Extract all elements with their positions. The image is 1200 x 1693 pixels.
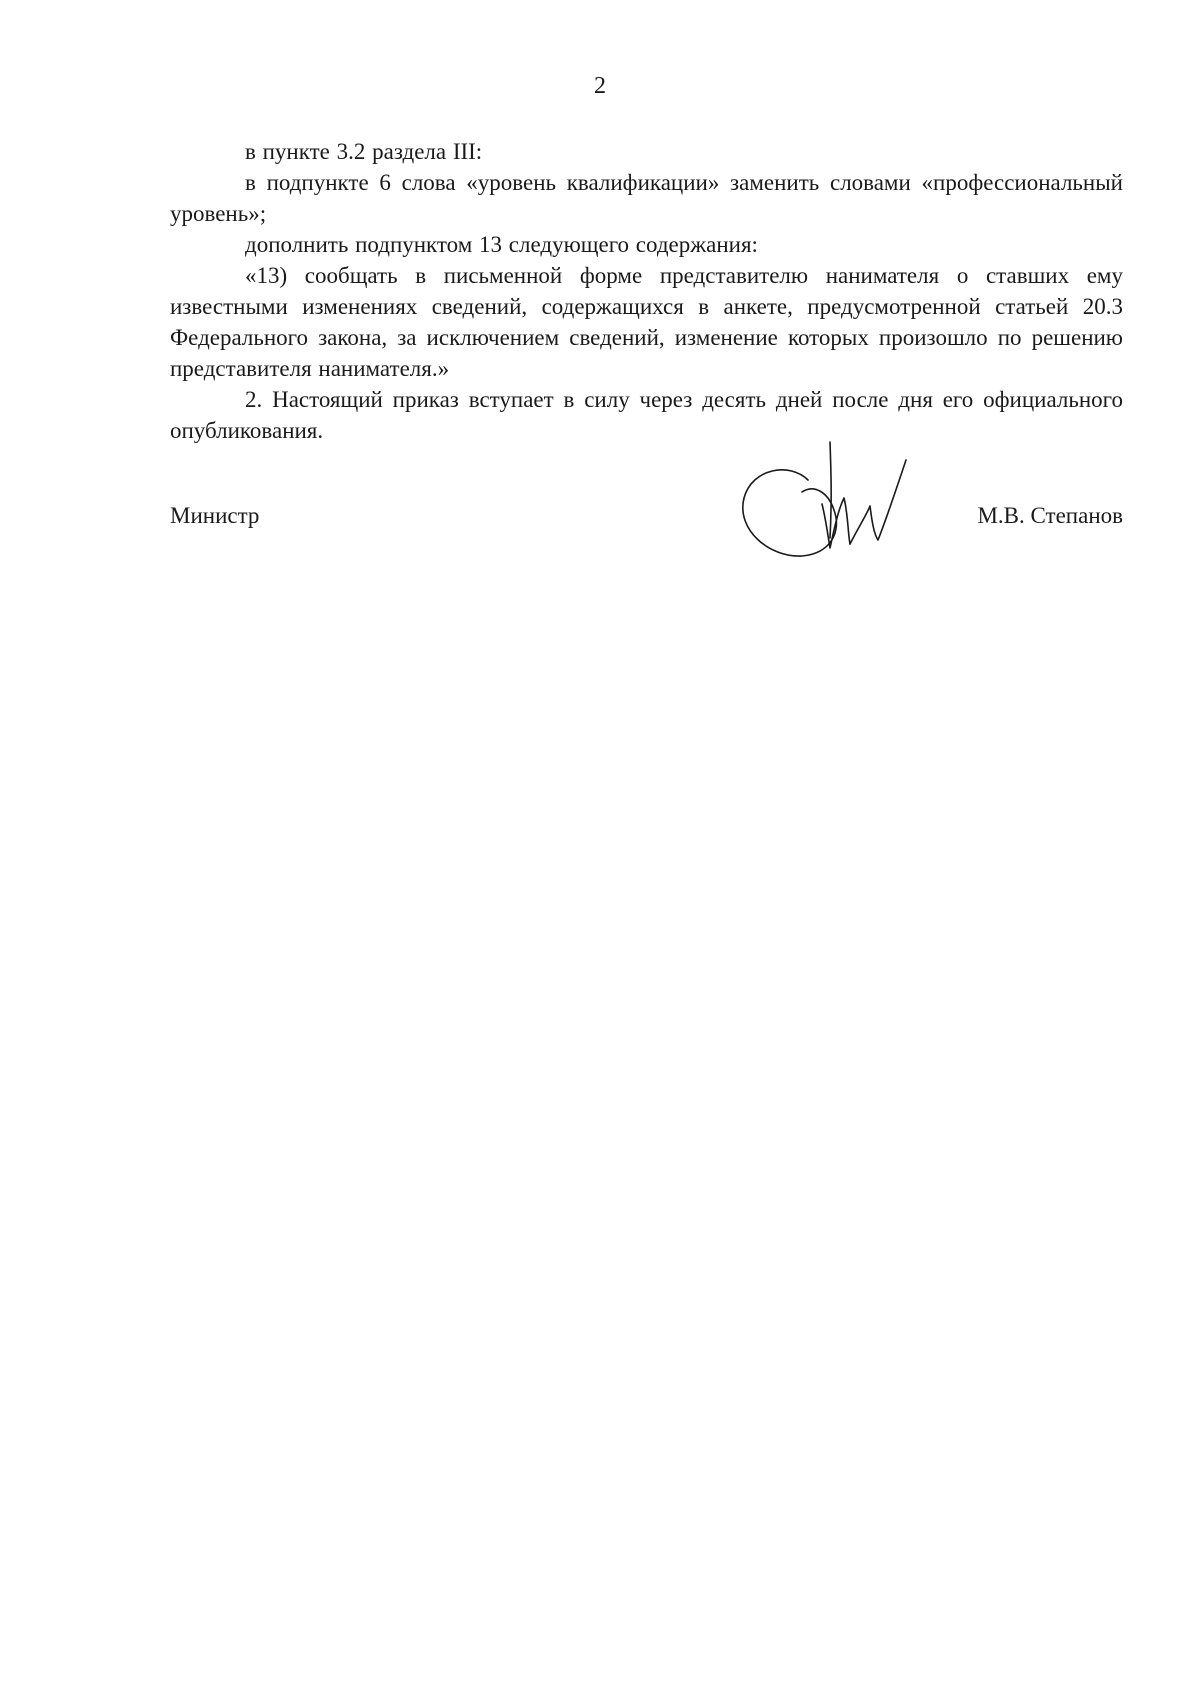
handwritten-signature [730, 440, 910, 570]
paragraph-add-subpoint-13: дополнить подпунктом 13 следующего содержания: [245, 232, 758, 257]
paragraph-effective-date: 2. Настоящий приказ вступает в силу через десять дней после дня его официального опубликования. [170, 387, 1123, 443]
signatory-position: Министр [170, 503, 260, 528]
document-body [170, 136, 1123, 446]
page-number: 2 [594, 73, 606, 99]
paragraph-subpoint-13-text: «13) сообщать в письменной форме представителю нанимателя о ставших ему известными изменениях сведений, содержащихся в анкете, предусмотренной статьей 20.3 Федерального закона, за исключением сведений, изменение которых произошло по решению представителя нанимателя.» [170, 263, 1123, 381]
signatory-name: М.В. Степанов [977, 503, 1123, 528]
paragraph-subpoint-6-amendment: в подпункте 6 слова «уровень квалификации» заменить словами «профессиональный уровень»; [170, 170, 1123, 226]
signature-block [170, 470, 1123, 560]
paragraph-section-reference: в пункте 3.2 раздела III: [245, 139, 483, 164]
